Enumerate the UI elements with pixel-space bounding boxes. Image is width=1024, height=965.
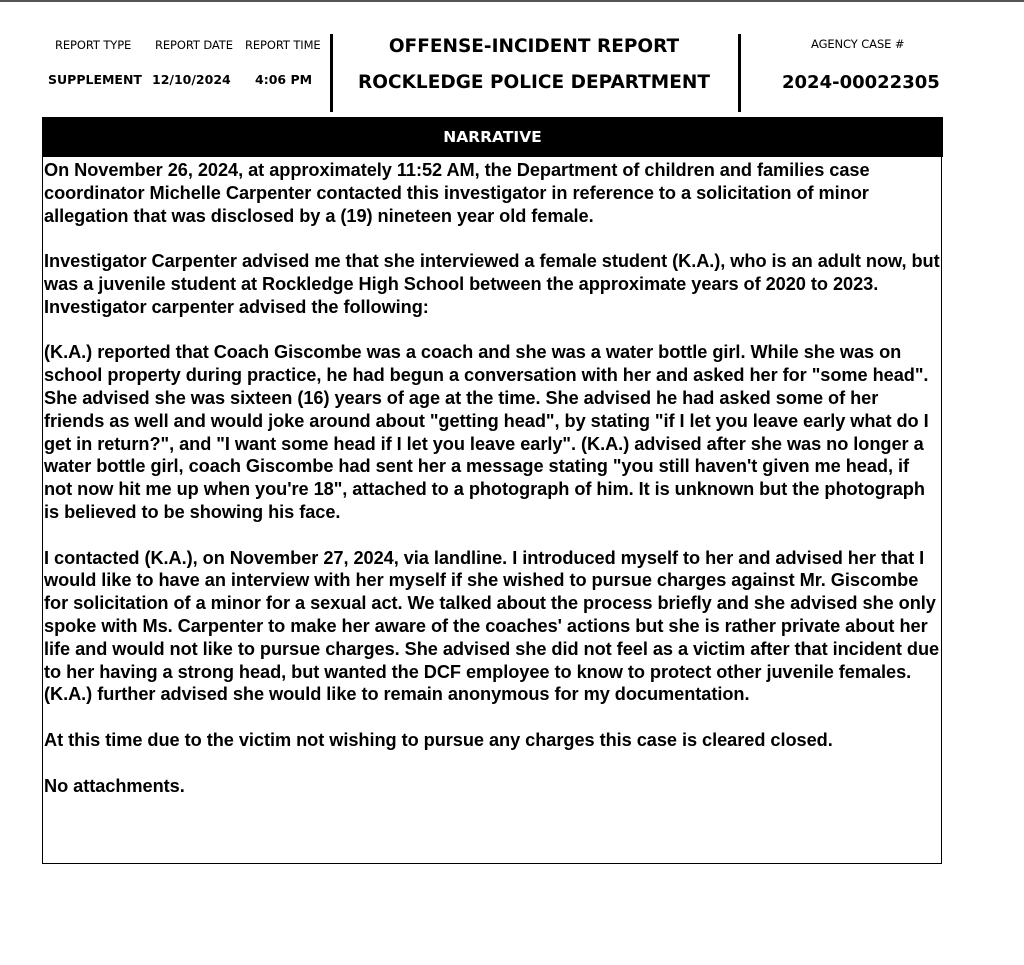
report-type-label: REPORT TYPE [55,38,132,52]
narrative-body [44,159,942,820]
agency-case-label: AGENCY CASE # [811,37,905,51]
narrative-paragraph: No attachments. [44,775,185,796]
report-time-value: 4:06 PM [255,72,313,87]
narrative-paragraph: On November 26, 2024, at approximately 11:52 AM, the Department of children and families case coordinator Michelle Carpenter contacted this investigator in reference to a solicitation of minor allegation that was disclosed by a (19) nineteen year old female. [44,160,870,226]
report-date-value: 12/10/2024 [152,72,231,87]
report-date-label: REPORT DATE [155,38,233,52]
narrative-paragraph: (K.A.) reported that Coach Giscombe was a coach and she was a water bottle girl. While she was on school property during practice, he had begun a conversation with her and asked her for "some head". She advised she was sixteen (16) years of age at the time. She advised he had asked some of her friends as well and would joke around about "getting head", by stating "if I let you leave early what do I get in return?", and "I want some head if I let you leave early". (K.A.) advised after she was no longer a water bottle girl, coach Giscombe had sent her a message stating "you still haven't given me head, if not now hit me up when you're 18", attached to a photograph of him. It is unknown but the photograph is believed to be showing his face. [44,342,929,522]
narrative-paragraph: At this time due to the victim not wishing to pursue any charges this case is cleared closed. [44,729,833,750]
agency-case-number: 2024-00022305 [782,72,940,93]
header-divider-left [330,34,333,112]
department-name: ROCKLEDGE POLICE DEPARTMENT [358,72,710,93]
header-divider-right [738,34,741,112]
report-type-value: SUPPLEMENT [48,72,142,87]
narrative-paragraph: I contacted (K.A.), on November 27, 2024, via landline. I introduced myself to her and advised her that I would like to have an interview with her myself if she wished to pursue charges against Mr. Giscombe for solicitation of a minor for a sexual act. We talked about the process briefly and she advised she only spoke with Ms. Carpenter to make her aware of the coaches' actions but she is rather private about her life and would not like to pursue charges. She advised she did not feel as a victim after that incident due to her having a strong head, but wanted the DCF employee to know to protect other juvenile females. (K.A.) further advised she would like to remain anonymous for my documentation. [44,547,940,705]
narrative-heading: NARRATIVE [42,117,943,157]
narrative-paragraph: Investigator Carpenter advised me that she interviewed a female student (K.A.), who is an adult now, but was a juvenile student at Rockledge High School between the approximate years of 2020 to 2023. Investigator carpenter advised the following: [44,251,940,317]
report-title: OFFENSE-INCIDENT REPORT [388,36,680,57]
top-border-rule [0,0,1024,2]
report-time-label: REPORT TIME [245,38,321,52]
